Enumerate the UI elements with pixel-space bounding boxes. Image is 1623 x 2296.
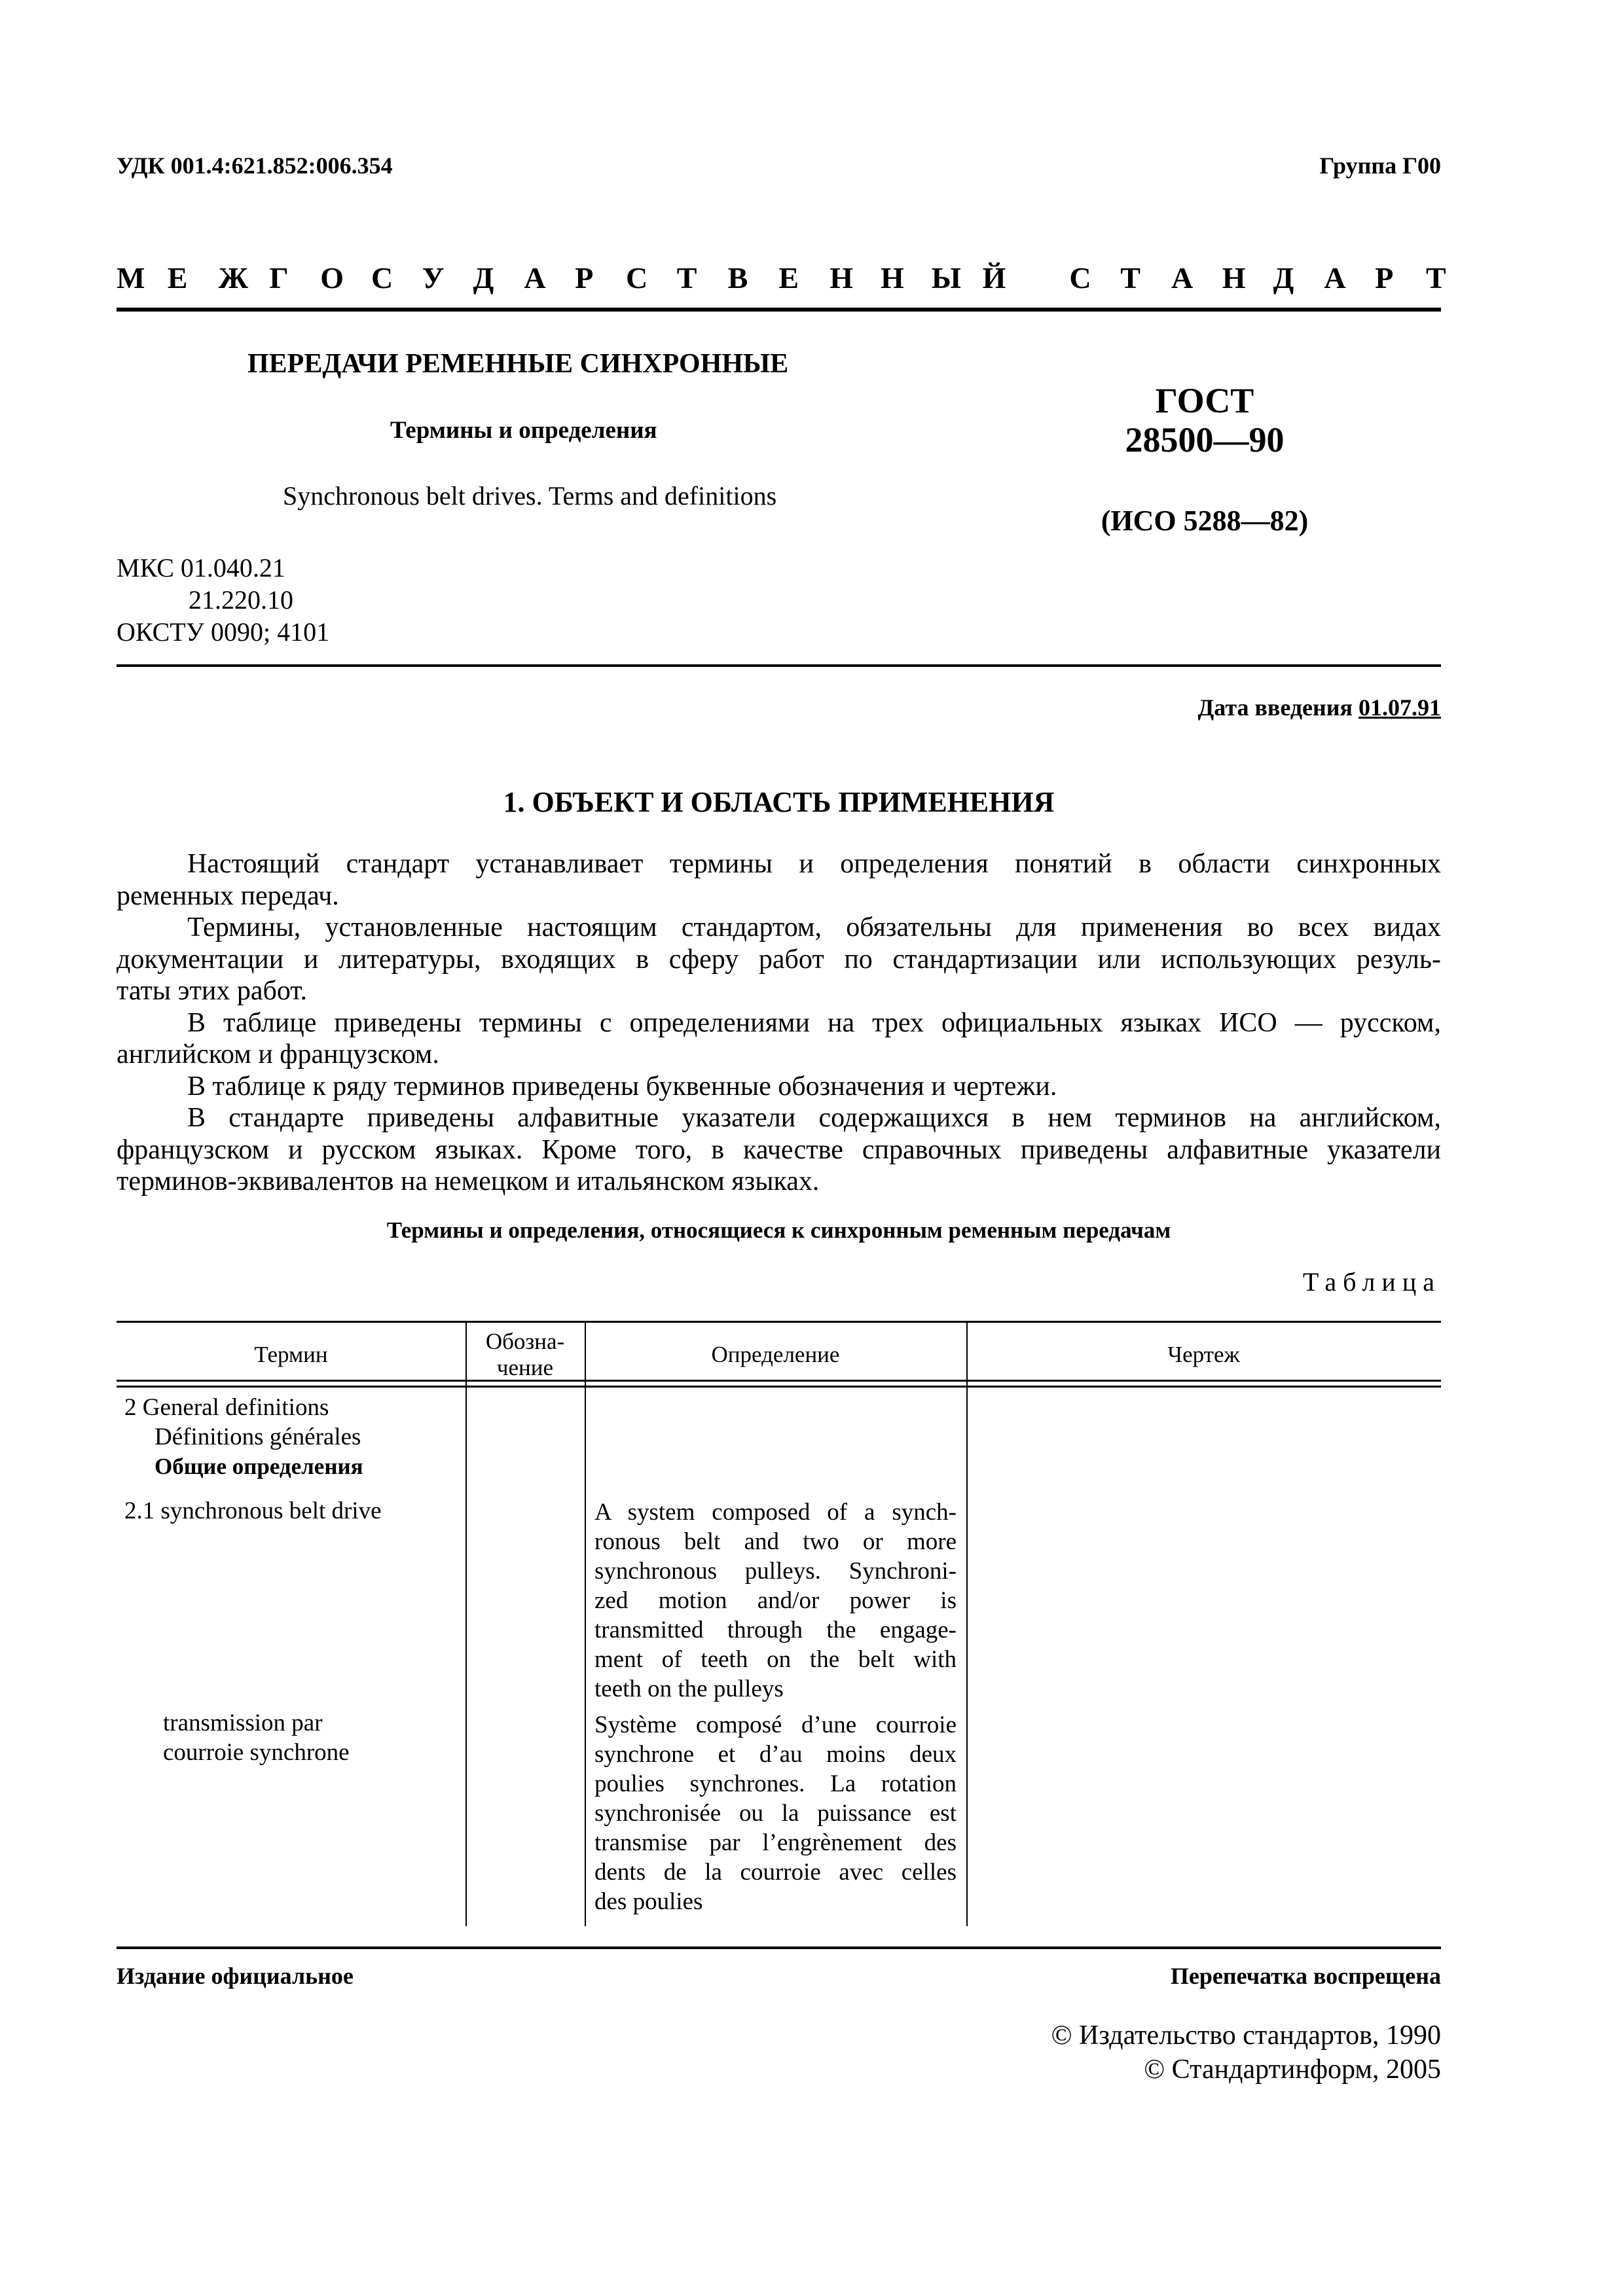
group-code: Группа Г00 — [1319, 152, 1441, 179]
banner-letter: О — [320, 261, 344, 295]
paragraph-line: Термины, установленные настоящим стандартом, обязательны для применения во всех видах — [187, 912, 1441, 942]
paragraph-line: терминов-эквивалентов на немецком и итальянском языках. — [117, 1166, 820, 1196]
subtitle-ru: Термины и определения — [390, 417, 657, 444]
term-fr-line1: transmission par — [163, 1710, 323, 1736]
column-divider — [585, 1321, 586, 1926]
banner-letter: Н — [1222, 261, 1246, 295]
banner-letter: Н — [830, 261, 853, 295]
column-divider — [465, 1321, 467, 1926]
official-edition: Издание официальное — [117, 1963, 354, 1989]
group-heading-fr: Définitions générales — [155, 1424, 361, 1450]
banner-letter: А — [524, 261, 546, 295]
banner-letter: Е — [167, 261, 188, 295]
banner-letter: Р — [575, 261, 594, 295]
header-symbol-line2: чение — [496, 1355, 554, 1380]
definition-line: des poulies — [594, 1888, 703, 1915]
header-term: Термин — [254, 1342, 328, 1367]
title-ru: ПЕРЕДАЧИ РЕМЕННЫЕ СИНХРОННЫЕ — [247, 349, 789, 379]
title-en: Synchronous belt drives. Terms and definitions — [283, 481, 777, 511]
banner-letter: Т — [1426, 261, 1446, 295]
banner-letter: Т — [676, 261, 697, 295]
paragraph-line: французском и русском языках. Кроме того, в качестве справочных приведены алфавитные указатели — [117, 1134, 1441, 1165]
term-fr-line2: courroie synchrone — [163, 1739, 350, 1766]
paragraph-line: документации и литературы, входящих в сферу работ по стандартизации или использующих резуль- — [117, 944, 1441, 975]
banner-letter: Т — [1120, 261, 1140, 295]
copyright-1: © Издательство стандартов, 1990 — [1051, 2020, 1441, 2051]
banner-letter: Д — [1273, 261, 1294, 295]
definition-line: Système composé d’une courroie — [594, 1712, 957, 1738]
gost-number: 28500—90 — [1125, 420, 1285, 459]
banner-letter: М — [117, 261, 145, 295]
banner-letter: С — [371, 261, 393, 295]
banner-letter: У — [422, 261, 445, 295]
term-en: 2.1 synchronous belt drive — [124, 1498, 382, 1524]
paragraph-line: таты этих работ. — [117, 976, 308, 1006]
column-divider — [966, 1321, 968, 1926]
definition-line: synchronous pulleys. Synchroni- — [594, 1558, 957, 1585]
table-header-rule-1 — [117, 1380, 1441, 1382]
definition-line: ronous belt and two or more — [594, 1528, 957, 1555]
header-drawing: Чертеж — [1167, 1342, 1240, 1367]
definition-line: A system composed of a synch- — [594, 1499, 957, 1526]
banner-letter: А — [1171, 261, 1194, 295]
banner-letter: Р — [1375, 261, 1394, 295]
definition-line: transmise par l’engrènement des — [594, 1829, 957, 1856]
definition-fr — [594, 1710, 957, 1916]
banner-rule — [117, 308, 1441, 312]
paragraph-line: В таблице приведены термины с определениями на трех официальных языках ИСО — русском, — [187, 1007, 1441, 1038]
reprint-notice: Перепечатка воспрещена — [1170, 1963, 1441, 1989]
date-value: 01.07.91 — [1359, 694, 1441, 721]
paragraph-line: английском и французском. — [117, 1039, 439, 1069]
codes-rule — [117, 664, 1441, 667]
okstu-code: ОКСТУ 0090; 4101 — [117, 617, 330, 647]
paragraph-line: ременных передач. — [117, 880, 339, 911]
group-heading-en: 2 General definitions — [124, 1394, 329, 1421]
definition-line: teeth on the pulleys — [594, 1676, 784, 1702]
section-body — [117, 848, 1441, 1198]
table-label: Таблица — [1302, 1267, 1441, 1297]
banner-letter: Е — [778, 261, 799, 295]
introduction-date — [1198, 694, 1442, 721]
date-label: Дата введения — [1197, 694, 1353, 721]
udk-code: УДК 001.4:621.852:006.354 — [117, 152, 393, 179]
definition-line: ment of teeth on the belt with — [594, 1646, 957, 1673]
table-top-rule — [117, 1321, 1441, 1323]
section-heading: 1. ОБЪЕКТ И ОБЛАСТЬ ПРИМЕНЕНИЯ — [503, 786, 1055, 818]
banner-letter: С — [626, 261, 648, 295]
banner-letter: Ы — [931, 261, 961, 295]
term-fr — [163, 1708, 350, 1767]
mks-code-2: 21.220.10 — [189, 585, 293, 615]
paragraph-line: В стандарте приведены алфавитные указатели содержащихся в нем терминов на английском, — [187, 1103, 1441, 1133]
iso-reference: (ИСО 5288—82) — [1101, 505, 1309, 537]
header-definition: Определение — [711, 1342, 840, 1367]
header-symbol-line1: Обозна- — [485, 1329, 565, 1354]
definition-line: synchronisée ou la puissance est — [594, 1800, 957, 1827]
header-symbol — [465, 1329, 585, 1381]
definition-line: synchrone et d’au moins deux — [594, 1741, 957, 1768]
banner-letter: С — [1069, 261, 1091, 295]
copyright-2: © Стандартинформ, 2005 — [1144, 2054, 1441, 2085]
banner-letter: В — [727, 261, 748, 295]
paragraph-line: Настоящий стандарт устанавливает термины и определения понятий в области синхронных — [187, 849, 1441, 879]
table-header-rule-2 — [117, 1386, 1441, 1388]
banner-letter: Й — [982, 261, 1006, 295]
definition-line: poulies synchrones. La rotation — [594, 1770, 957, 1797]
group-heading — [124, 1393, 363, 1481]
paragraph-line: В таблице к ряду терминов приведены буквенные обозначения и чертежи. — [187, 1071, 1057, 1102]
definition-line: transmitted through the engage- — [594, 1617, 957, 1643]
mks-code-1: МКС 01.040.21 — [117, 553, 285, 583]
definition-line: zed motion and/or power is — [594, 1587, 957, 1614]
banner-letter: Д — [473, 261, 494, 295]
definition-en — [594, 1498, 957, 1704]
footer-rule — [117, 1946, 1441, 1949]
banner-letter: Г — [269, 261, 289, 295]
table-caption: Термины и определения, относящиеся к синхронным ременным передачам — [386, 1217, 1171, 1243]
banner-letter: А — [1324, 261, 1346, 295]
banner-letter: Ж — [218, 261, 249, 295]
gost-label: ГОСТ — [1155, 381, 1254, 420]
banner-letter: Н — [881, 261, 904, 295]
group-heading-ru: Общие определения — [155, 1454, 363, 1479]
standard-banner — [117, 260, 1446, 300]
definition-line: dents de la courroie avec celles — [594, 1859, 957, 1886]
copyright-block — [1051, 2018, 1441, 2087]
